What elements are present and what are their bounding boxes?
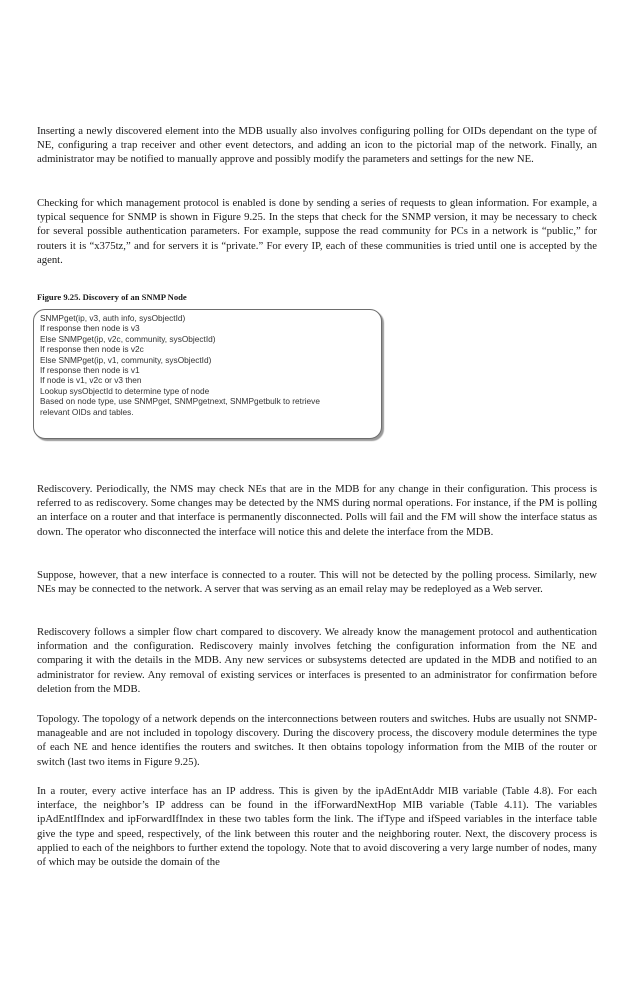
paragraph-new-interface: Suppose, however, that a new interface is connected to a router. This will not be detected by the polling process. Similarly, new NEs may be connected to the network. A server that was serving as an email relay may be redeployed as a Web server.	[37, 569, 597, 596]
code-line: relevant OIDs and tables.	[40, 406, 134, 417]
code-line: If response then node is v1	[40, 365, 140, 376]
paragraph-topology: Topology. The topology of a network depends on the interconnections between routers and switches. Hubs are usually not SNMP-manageable and are not included in topology discovery. During the discovery process, the discovery module determines the type of each NE and hence identifies the routers and switches. It then obtains topology information from the MIB of the router or switch (last two items in Figure 9.25).	[37, 713, 597, 768]
code-line: Lookup sysObjectId to determine type of node	[40, 385, 210, 396]
code-line: SNMPget(ip, v3, auth info, sysObjectId)	[40, 313, 186, 323]
paragraph-mdb-insertion: Inserting a newly discovered element into the MDB usually also involves configuring polling for OIDs dependant on the type of NE, configuring a trap receiver and other event detectors, and adding an icon to the pictorial map of the network. Finally, an administrator may be notified to manually approve and possibly modify the parameters and settings for the new NE.	[37, 125, 597, 166]
figure-caption: Figure 9.25. Discovery of an SNMP Node	[37, 292, 187, 302]
code-line: If node is v1, v2c or v3 then	[40, 375, 142, 386]
paragraph-rediscovery-flow: Rediscovery follows a simpler flow chart compared to discovery. We already know the management protocol and authentication information and the configuration. Rediscovery mainly involves fetching the configuration information from the NE and comparing it with the details in the MDB. Any new services or subsystems detected are updated in the MDB and notified to an administrator for review. Any removal of existing services or interfaces is presented to an administrator for confirmation before deletion from the MDB.	[37, 626, 597, 695]
code-line: If response then node is v2c	[40, 344, 144, 355]
code-line: Else SNMPget(ip, v2c, community, sysObjectId)	[40, 333, 216, 344]
snmp-discovery-pseudocode-box	[33, 309, 382, 439]
paragraph-protocol-check: Checking for which management protocol is enabled is done by sending a series of requests to glean information. For example, a typical sequence for SNMP is shown in Figure 9.25. In the steps that check for the SNMP version, it may be necessary to check for several possible authentication parameters. For example, suppose the read community for PCs in a network is “public,” for routers it is “x375tz,” and for servers it is “private.” For every IP, each of these communities is tried until one is accepted by the agent.	[37, 197, 597, 266]
code-line: Based on node type, use SNMPget, SNMPgetnext, SNMPgetbulk to retrieve	[40, 396, 320, 407]
code-line: Else SNMPget(ip, v1, community, sysObjectId)	[40, 354, 212, 365]
code-line: If response then node is v3	[40, 323, 140, 334]
paragraph-rediscovery: Rediscovery. Periodically, the NMS may check NEs that are in the MDB for any change in their configuration. This process is referred to as rediscovery. Some changes may be detected by the NMS during normal operations. For instance, if the PM is polling an interface on a router and that interface is permanently disconnected. Polls will fail and the FM will show the interface status as down. The operator who disconnected the interface will notice this and delete the interface from the MDB.	[37, 483, 597, 538]
paragraph-router-interfaces: In a router, every active interface has an IP address. This is given by the ipAdEntAddr MIB variable (Table 4.8). For each interface, the neighbor’s IP address can be found in the ifForwardNextHop MIB variable (Table 4.11). The variables ipAdEntIfIndex and ipForwardIfIndex in these two tables form the link. The ifType and ifSpeed variables in the interface table give the type and speed, respectively, of the link between this router and the neighboring router. Next, the discovery process is applied to each of the neighbors to further extend the topology. Note that to avoid discovering a very large number of nodes, many of which may be outside the domain of the	[37, 785, 597, 869]
